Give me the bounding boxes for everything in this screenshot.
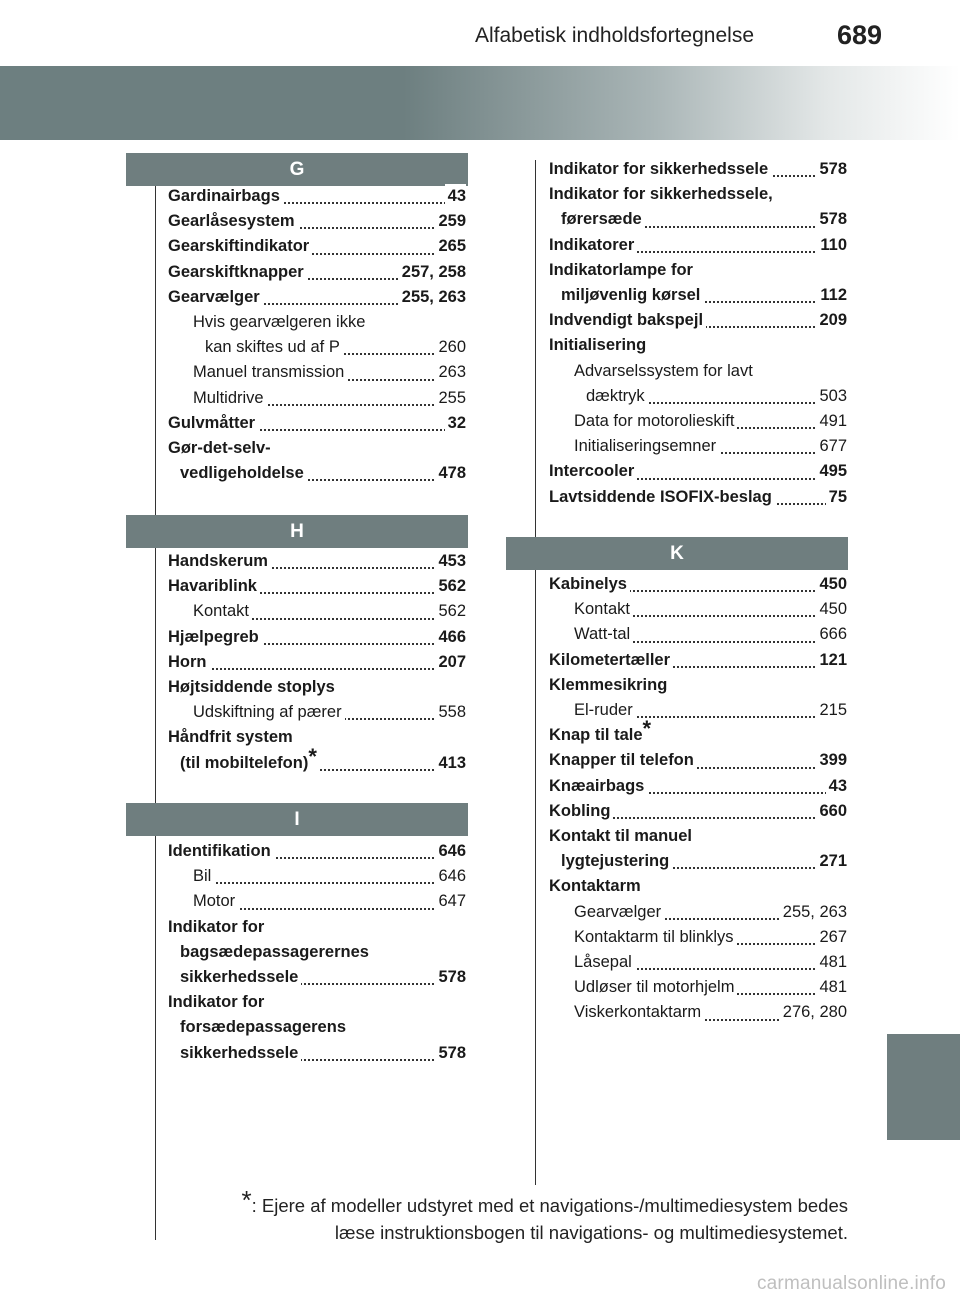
page-reference: 110	[817, 233, 847, 258]
index-term: Watt-tal	[574, 625, 633, 643]
index-entry	[574, 359, 847, 384]
index-entry	[549, 459, 847, 484]
index-entry	[586, 384, 847, 409]
footnote-line-2: læse instruktionsbogen til navigations- og multimediesystemet.	[334, 1222, 848, 1243]
dot-leader	[168, 668, 466, 670]
index-entry	[549, 485, 847, 510]
index-entry	[549, 157, 847, 182]
index-term: Indikatorlampe for	[549, 261, 696, 279]
index-entry	[193, 310, 466, 335]
page-reference: 43	[826, 774, 847, 799]
page-reference: 43	[445, 184, 466, 209]
index-entry	[561, 849, 847, 874]
index-term: Indikator for	[168, 918, 267, 936]
index-entry	[180, 461, 466, 486]
page-reference: 647	[435, 889, 466, 914]
footnote-line-1: *: Ejere af modeller udstyret med et navigations-/multimediesystem bedes	[241, 1185, 848, 1216]
index-term: Identifikation	[168, 842, 274, 860]
index-term: Manuel transmission	[193, 363, 347, 381]
index-term: Indikator for sikkerhedssele,	[549, 185, 776, 203]
index-term: Indvendigt bakspejl	[549, 311, 706, 329]
page-reference: 121	[816, 648, 847, 673]
page-reference: 413	[435, 751, 466, 776]
page-reference: 466	[435, 625, 466, 650]
letter-bar-h: H	[126, 515, 468, 548]
index-term: Kontaktarm til blinklys	[574, 928, 737, 946]
index-entry	[168, 650, 466, 675]
index-term: Indikator for	[168, 993, 267, 1011]
page-reference: 399	[816, 748, 847, 773]
index-entry	[574, 434, 847, 459]
index-term: Knapper til telefon	[549, 751, 697, 769]
index-term: Knap til tale*	[549, 726, 654, 744]
page-reference: 450	[816, 572, 847, 597]
index-entry	[193, 889, 466, 914]
index-entry	[168, 184, 466, 209]
index-term: kan skiftes ud af P	[205, 338, 343, 356]
index-entry	[168, 725, 466, 750]
page-reference: 578	[435, 965, 466, 990]
index-entry	[193, 700, 466, 725]
index-entry	[549, 716, 847, 748]
page-reference: 481	[816, 950, 847, 975]
page-reference: 562	[435, 574, 466, 599]
page-reference: 666	[816, 622, 847, 647]
index-entry	[561, 207, 847, 232]
index-term: Multidrive	[193, 389, 267, 407]
index-entry	[574, 622, 847, 647]
page-reference: 646	[435, 864, 466, 889]
index-entry	[549, 182, 847, 207]
index-term: Kontakt	[574, 600, 633, 618]
index-term: Gearvælger	[574, 903, 664, 921]
index-entry	[180, 1015, 466, 1040]
index-term: Gearskiftknapper	[168, 263, 307, 281]
index-term: sikkerhedssele	[180, 968, 301, 986]
page-reference: 478	[435, 461, 466, 486]
index-term: Gulvmåtter	[168, 414, 258, 432]
index-term: førersæde	[561, 210, 645, 228]
index-term: Klemmesikring	[549, 676, 670, 694]
index-term: Advarselssystem for lavt	[574, 362, 756, 380]
page-reference: 267	[816, 925, 847, 950]
page-reference: 32	[445, 411, 466, 436]
page-reference: 255, 263	[399, 285, 466, 310]
index-entry	[193, 599, 466, 624]
index-entry	[205, 335, 466, 360]
index-term: Horn	[168, 653, 210, 671]
index-term: lygtejustering	[561, 852, 672, 870]
index-term: sikkerhedssele	[180, 1044, 301, 1062]
footnote-marker: *	[308, 743, 317, 769]
index-term: Intercooler	[549, 462, 637, 480]
index-term: forsædepassagerens	[180, 1018, 349, 1036]
index-term: Kobling	[549, 802, 613, 820]
index-term: vedligeholdelse	[180, 464, 307, 482]
page-reference: 450	[816, 597, 847, 622]
index-entry	[549, 572, 847, 597]
index-term: Låsepal	[574, 953, 635, 971]
index-term: Kontakt	[193, 602, 252, 620]
index-term: Udløser til motorhjelm	[574, 978, 737, 996]
page-reference: 112	[817, 283, 847, 308]
index-entry	[168, 625, 466, 650]
footnote	[168, 1185, 848, 1246]
index-term: El-ruder	[574, 701, 636, 719]
page-reference: 646	[435, 839, 466, 864]
index-term: Data for motorolieskift	[574, 412, 737, 430]
page-reference: 259	[435, 209, 466, 234]
index-entry	[168, 990, 466, 1015]
index-entry	[180, 1041, 466, 1066]
index-term: Viskerkontaktarm	[574, 1003, 704, 1021]
section-title: Alfabetisk indholdsfortegnelse	[474, 24, 754, 47]
index-entry	[574, 900, 847, 925]
index-entry	[180, 743, 466, 776]
index-term: Kabinelys	[549, 575, 630, 593]
page-reference: 558	[435, 700, 466, 725]
index-term: Kontaktarm	[549, 877, 644, 895]
left-column-rule	[155, 186, 156, 1240]
index-term: Gearlåsesystem	[168, 212, 298, 230]
index-term: Kilometertæller	[549, 651, 673, 669]
index-entry	[549, 774, 847, 799]
index-entry	[574, 975, 847, 1000]
index-entry	[549, 824, 847, 849]
index-term: Gør-det-selv-	[168, 439, 274, 457]
index-term: Gearskiftindikator	[168, 237, 312, 255]
index-entry	[168, 915, 466, 940]
page-reference: 215	[816, 698, 847, 723]
index-entry	[574, 1000, 847, 1025]
footnote-marker: *	[241, 1185, 252, 1215]
letter-bar-k: K	[506, 537, 848, 570]
index-entry	[549, 799, 847, 824]
index-term: miljøvenlig kørsel	[561, 286, 703, 304]
index-term: bagsædepassagerernes	[180, 943, 372, 961]
page-reference: 271	[816, 849, 847, 874]
index-entry	[561, 283, 847, 308]
index-entry	[549, 648, 847, 673]
page-reference: 578	[435, 1041, 466, 1066]
index-term: Indikator for sikkerhedssele	[549, 160, 771, 178]
footnote-marker: *	[642, 716, 652, 742]
page-reference: 257, 258	[399, 260, 466, 285]
index-entry	[549, 673, 847, 698]
page-number: 689	[836, 20, 882, 50]
page-reference: 453	[435, 549, 466, 574]
page-reference: 263	[435, 360, 466, 385]
index-term: Lavtsiddende ISOFIX-beslag	[549, 488, 775, 506]
index-term: Initialiseringsemner	[574, 437, 719, 455]
index-term: Initialisering	[549, 336, 649, 354]
page-reference: 578	[816, 157, 847, 182]
index-entry	[168, 260, 466, 285]
page-reference: 491	[816, 409, 847, 434]
page-reference: 660	[816, 799, 847, 824]
index-entry	[168, 549, 466, 574]
index-entry	[549, 333, 847, 358]
index-entry	[549, 874, 847, 899]
page-reference: 209	[816, 308, 847, 333]
header-banner	[0, 66, 960, 140]
index-entry	[574, 698, 847, 723]
index-entry	[193, 864, 466, 889]
page-reference: 481	[816, 975, 847, 1000]
index-entry	[168, 574, 466, 599]
index-term: Motor	[193, 892, 238, 910]
index-term: Knæairbags	[549, 777, 647, 795]
page-reference: 207	[435, 650, 466, 675]
index-entry	[574, 950, 847, 975]
index-term: Gearvælger	[168, 288, 263, 306]
index-entry	[549, 233, 847, 258]
index-entry	[574, 925, 847, 950]
letter-bar-i: I	[126, 803, 468, 836]
index-entry	[168, 675, 466, 700]
center-column-rule	[535, 160, 536, 1185]
index-entry	[168, 839, 466, 864]
index-term: Højtsiddende stoplys	[168, 678, 338, 696]
index-entry	[168, 209, 466, 234]
index-term: Udskiftning af pærer	[193, 703, 345, 721]
index-entry	[168, 436, 466, 461]
index-term: (til mobiltelefon)*	[180, 754, 320, 772]
page-reference: 265	[435, 234, 466, 259]
index-entry	[549, 308, 847, 333]
index-entry	[549, 258, 847, 283]
index-entry	[168, 234, 466, 259]
index-entry	[180, 965, 466, 990]
page-reference: 677	[816, 434, 847, 459]
index-term: Havariblink	[168, 577, 260, 595]
watermark-text: carmanualsonline.info	[756, 1273, 946, 1294]
index-term: dæktryk	[586, 387, 648, 405]
dot-leader	[193, 882, 466, 884]
index-entry	[180, 940, 466, 965]
index-term: Gardinairbags	[168, 187, 283, 205]
page-reference: 255	[435, 386, 466, 411]
index-term: Handskerum	[168, 552, 271, 570]
page-reference: 75	[826, 485, 847, 510]
thumb-index-tab	[887, 1034, 960, 1140]
page-reference: 503	[816, 384, 847, 409]
page-reference: 260	[435, 335, 466, 360]
index-entry	[193, 360, 466, 385]
index-entry	[168, 285, 466, 310]
index-term: Bil	[193, 867, 214, 885]
index-entry	[168, 411, 466, 436]
page-reference: 255, 263	[780, 900, 847, 925]
index-entry	[574, 597, 847, 622]
index-term: Kontakt til manuel	[549, 827, 695, 845]
page-reference: 495	[816, 459, 847, 484]
index-entry	[574, 409, 847, 434]
index-term: Indikatorer	[549, 236, 637, 254]
letter-bar-g: G	[126, 153, 468, 186]
index-term: Hvis gearvælgeren ikke	[193, 313, 368, 331]
page-reference: 578	[816, 207, 847, 232]
page-reference: 562	[435, 599, 466, 624]
page-reference: 276, 280	[780, 1000, 847, 1025]
index-entry	[549, 748, 847, 773]
index-term: Hjælpegreb	[168, 628, 262, 646]
index-term: Håndfrit system	[168, 728, 296, 746]
index-entry	[193, 386, 466, 411]
